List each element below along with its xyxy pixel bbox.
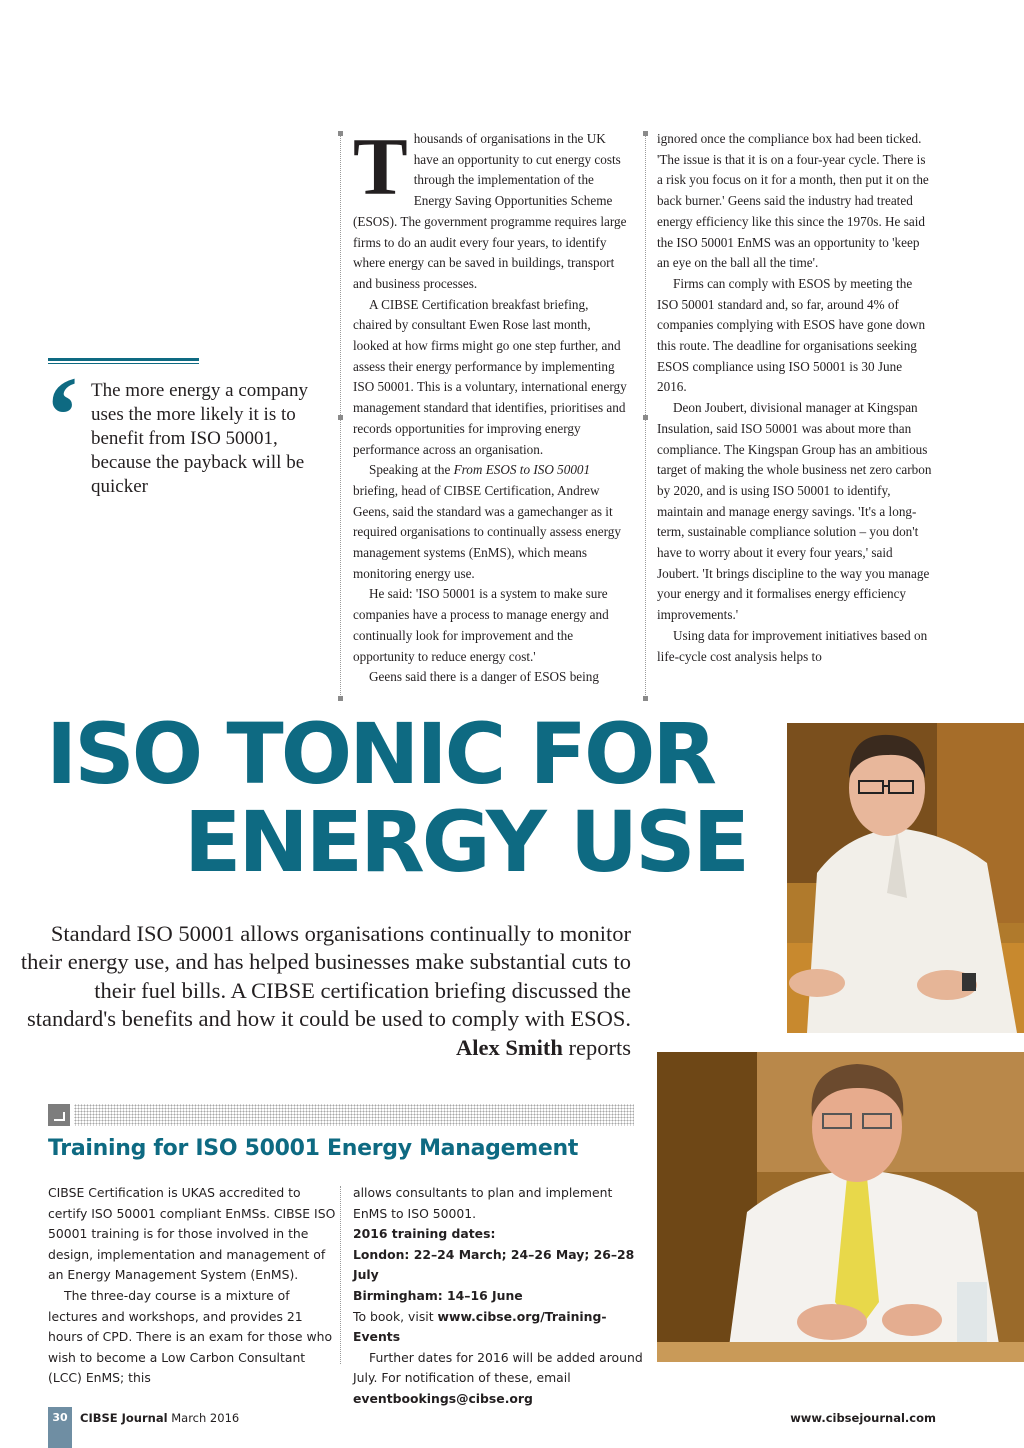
pull-quote: The more energy a company uses the more likely it is to benefit from ISO 50001, because the payback will be quicker bbox=[91, 380, 309, 497]
standfirst bbox=[11, 920, 631, 1062]
training-paragraph: The three-day course is a mixture of lectures and workshops, and provides 21 hours of CPD. There is an exam for those who wish to become a Low Carbon Consultant (LCC) EnMS; this bbox=[48, 1287, 333, 1386]
photo-speaker-1 bbox=[787, 723, 1024, 1033]
training-email-line bbox=[353, 1389, 643, 1410]
article-column-2 bbox=[657, 129, 933, 667]
training-booking: To book, visit www.cibse.org/Training-Events bbox=[353, 1308, 607, 1345]
headline bbox=[46, 705, 776, 891]
drop-cap: T bbox=[353, 121, 408, 212]
article-paragraph: Speaking at the From ESOS to ISO 50001 briefing, head of CIBSE Certification, Andrew Geens, said the standard was a gamechanger as it required organisations to continually assess energy management systems (EnMS), which means monitoring energy use. bbox=[353, 462, 621, 581]
booking-link[interactable]: www.cibse.org/Training-Events bbox=[353, 1308, 607, 1345]
article-paragraph: He said: 'ISO 50001 is a system to make sure companies have a process to manage energy and continually look for improvement and the opportunity to reduce energy cost.' bbox=[353, 586, 609, 664]
training-column-1 bbox=[48, 1183, 338, 1389]
headline-line-2: ENERGY USE bbox=[184, 793, 748, 891]
standfirst-suffix: reports bbox=[568, 1034, 631, 1060]
dotted-banner bbox=[74, 1104, 634, 1126]
author-name: Alex Smith bbox=[456, 1034, 563, 1060]
page-number: 30 bbox=[52, 1411, 68, 1424]
footer-url[interactable]: www.cibsejournal.com bbox=[790, 1411, 936, 1425]
standfirst-text: Standard ISO 50001 allows organisations continually to monitor their energy use, and has helped businesses make substantial cuts to their fuel bills. A CIBSE certification briefing discussed the standard's benefits and how it could be used to comply with ESOS. bbox=[20, 921, 631, 1032]
email-link[interactable]: eventbookings@cibse.org bbox=[353, 1390, 533, 1406]
headline-line-1: ISO TONIC FOR bbox=[46, 705, 715, 803]
article-paragraph: Thousands of organisations in the UK have an opportunity to cut energy costs through the implementation of the Energy Saving Opportunities Scheme (ESOS). The government programme requires large firms to do an audit every four years, to identify where energy can be saved in buildings, transport and business processes. bbox=[353, 121, 627, 291]
training-paragraph: CIBSE Certification is UKAS accredited to certify ISO 50001 compliant EnMSs. CIBSE ISO 50001 training is for those involved in the design, implementation and management of an Energy Management System (EnMS). bbox=[48, 1185, 336, 1283]
article-paragraph: Using data for improvement initiatives based on life-cycle cost analysis helps to bbox=[657, 627, 928, 664]
article-paragraph: A CIBSE Certification breakfast briefing, chaired by consultant Ewen Rose last month, looked at how firms might go one step further, and assess their energy performance by implementing ISO 50001. This is a voluntary, international energy management standard that identifies, prioritises and records opportunities for improving energy performance across an organisation. bbox=[353, 296, 627, 457]
photo-speaker-2 bbox=[657, 1052, 1024, 1362]
article-paragraph: Firms can comply with ESOS by meeting the ISO 50001 standard and, so far, around 4% of companies complying with ESOS have gone down this route. The deadline for organisations seeking ESOS compliance using ISO 50001 is 30 June 2016. bbox=[657, 275, 926, 395]
column-divider bbox=[340, 1186, 341, 1364]
quote-mark-icon: ‘ bbox=[44, 354, 81, 476]
training-dates-heading: 2016 training dates: bbox=[353, 1226, 496, 1242]
training-dates-london: London: 22–24 March; 24–26 May; 26–28 July bbox=[353, 1246, 635, 1283]
training-title: Training for ISO 50001 Energy Management bbox=[48, 1136, 579, 1161]
training-paragraph: allows consultants to plan and implement EnMS to ISO 50001. bbox=[353, 1185, 613, 1221]
article-paragraph: Geens said there is a danger of ESOS being bbox=[369, 669, 599, 685]
article-paragraph: Deon Joubert, divisional manager at Kingspan Insulation, said ISO 50001 was about more than compliance. The Kingspan Group has an ambitious target of making the whole business net zero carbon by 2020, and is using ISO 50001 to identify, maintain and manage energy savings. 'It's a long-term, sustainable compliance solution – you don't have to worry about it every four years,' said Joubert. 'It brings discipline to the way you manage your energy and it formalises energy efficiency improvements.' bbox=[657, 400, 932, 623]
article-paragraph: ignored once the compliance box had been ticked. 'The issue is that it is on a four-year cycle. There is a risk you focus on it for a month, then put it on the back burner.' Geens said the industry had treated energy efficiency like this since the 1970s. He said the ISO 50001 EnMS was an opportunity to 'keep an eye on the ball all the time'. bbox=[657, 131, 929, 271]
training-further: Further dates for 2016 will be added around July. For notification of these, email bbox=[353, 1349, 643, 1386]
training-dates-birmingham: Birmingham: 14–16 June bbox=[353, 1287, 523, 1303]
article-column-1 bbox=[353, 121, 629, 688]
column-divider bbox=[340, 131, 341, 701]
training-column-2 bbox=[353, 1183, 643, 1410]
box-arrow-icon bbox=[48, 1104, 70, 1126]
journal-name: CIBSE Journal March 2016 bbox=[80, 1411, 240, 1425]
column-divider bbox=[645, 131, 646, 701]
